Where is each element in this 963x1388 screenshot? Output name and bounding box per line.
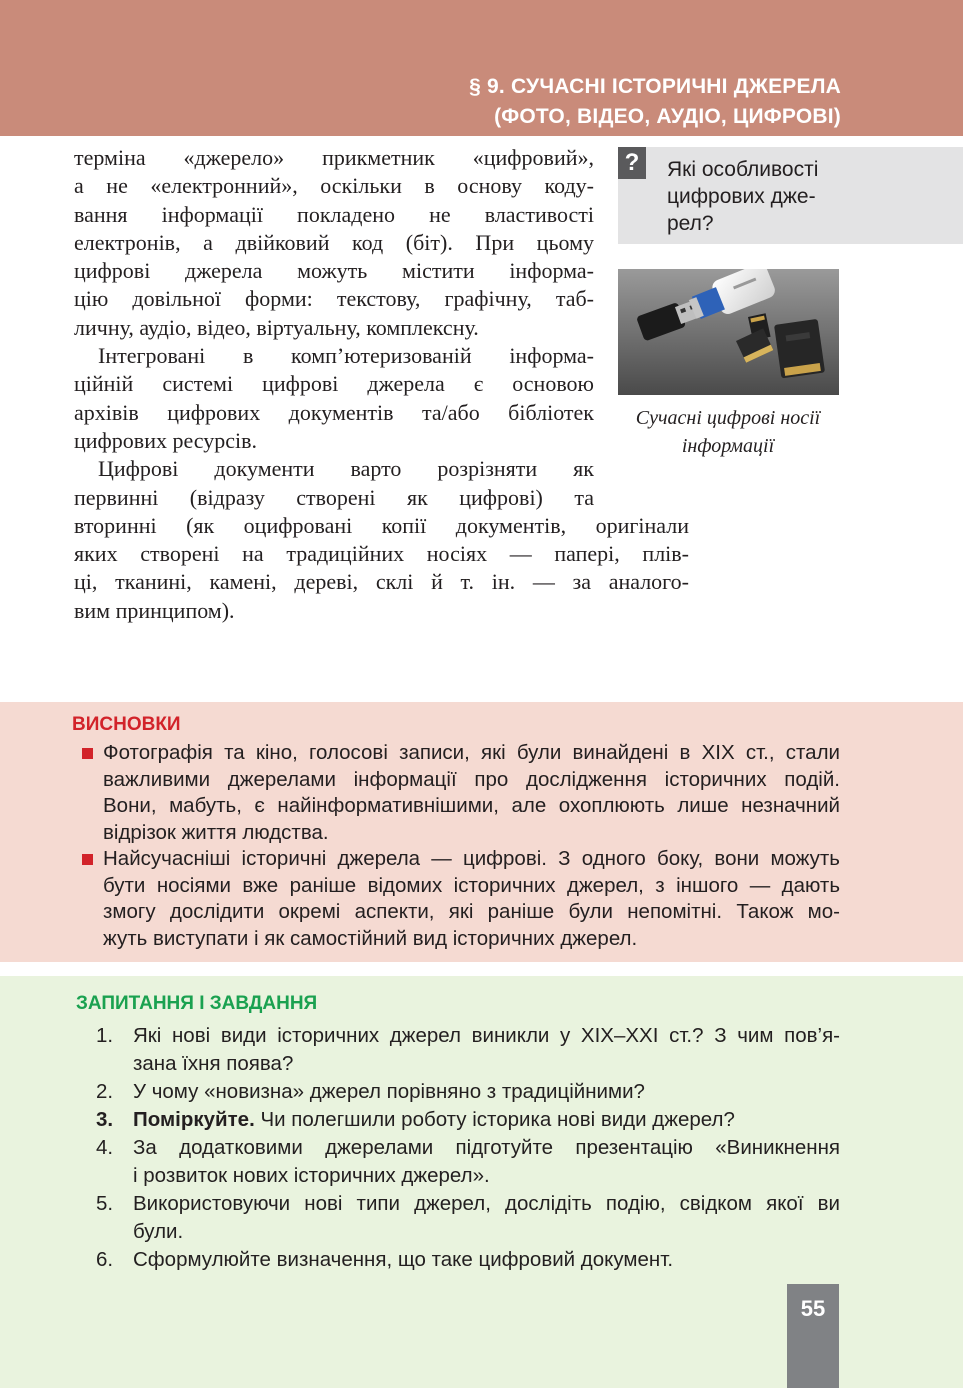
page-number: 55 bbox=[800, 1296, 826, 1321]
task-text bbox=[133, 1134, 840, 1190]
task-line bbox=[133, 1106, 840, 1134]
square-bullet-icon bbox=[82, 854, 93, 865]
task-number: 6. bbox=[96, 1248, 114, 1271]
task-number: 4. bbox=[96, 1136, 114, 1159]
task-line: і розвиток нових історичних джерел». bbox=[133, 1164, 490, 1187]
task-number: 3. bbox=[96, 1108, 114, 1131]
page-number-tab bbox=[787, 1284, 839, 1388]
sidebar-question-line: Які особливості bbox=[667, 158, 819, 181]
conclusion-line: бути носіями вже раніше відомих історичних джерел, з іншого — дають bbox=[103, 873, 840, 897]
digital-storage-photo bbox=[618, 269, 839, 395]
conclusion-line: важливими джерелами інформації про дослідження історичних подій. bbox=[103, 767, 840, 791]
text-line: цифрові джерела можуть містити інформа- bbox=[74, 258, 594, 284]
task-number: 1. bbox=[96, 1024, 114, 1047]
text-line: а не «електронний», оскільки в основу коду- bbox=[74, 173, 594, 199]
questions-title: ЗАПИТАННЯ І ЗАВДАННЯ bbox=[76, 993, 318, 1014]
chapter-title bbox=[469, 72, 841, 132]
sidebar-question bbox=[667, 156, 847, 237]
task-line-rest: Чи полегшили роботу історика нові види джерел? bbox=[254, 1108, 735, 1131]
text-line: вим принципом). bbox=[74, 597, 235, 623]
digital-storage-photo-image bbox=[618, 269, 839, 395]
main-text bbox=[74, 144, 689, 625]
text-line: Цифрові документи варто розрізняти як bbox=[98, 456, 594, 482]
task-line: були. bbox=[133, 1220, 184, 1243]
task-text bbox=[133, 1246, 840, 1274]
task-line: У чому «новизна» джерел порівняно з традиційними? bbox=[133, 1080, 645, 1103]
task-number: 2. bbox=[96, 1080, 114, 1103]
text-line: личну, аудіо, відео, віртуальну, комплексну. bbox=[74, 314, 479, 340]
conclusion-line: жуть виступати і як самостійний вид історичних джерел. bbox=[103, 926, 638, 950]
conclusion-line: змогу дослідити окремі аспекти, які раніше були непомітні. Також мо- bbox=[103, 900, 840, 923]
conclusion-line: Фотографія та кіно, голосові записи, які були винайдені в XIX ст., стали bbox=[103, 741, 840, 764]
text-line: архівів цифрових документів та/або бібліотек bbox=[74, 399, 594, 425]
task-text bbox=[133, 1106, 840, 1134]
text-line: цію довільної форми: текстову, графічну, таб- bbox=[74, 286, 594, 312]
text-line: вторинні (як оцифровані копії документів, оригінали bbox=[74, 512, 689, 538]
photo-caption-line: інформації bbox=[681, 435, 775, 457]
chapter-header bbox=[0, 0, 963, 136]
conclusion-text bbox=[103, 740, 840, 846]
text-line: електронів, а двійковий код (біт). При цьому bbox=[74, 229, 594, 255]
conclusions-title: ВИСНОВКИ bbox=[72, 714, 181, 735]
conclusion-text bbox=[103, 846, 840, 952]
text-line: терміна «джерело» прикметник «цифровий», bbox=[74, 145, 594, 170]
text-line: ційній системі цифрові джерела є основою bbox=[74, 371, 594, 397]
sidebar-question-box bbox=[618, 147, 963, 244]
text-line: ці, тканині, камені, дереві, склі й т. ін. — за аналого- bbox=[74, 569, 689, 595]
task-text bbox=[133, 1022, 840, 1078]
photo-caption bbox=[612, 404, 844, 460]
task-line: Використовуючи нові типи джерел, дослідіть подію, свідком якої ви bbox=[133, 1192, 840, 1215]
text-line: цифрових ресурсів. bbox=[74, 427, 258, 453]
task-line: Які нові види історичних джерел виникли у XIX–XXI ст.? З чим пов’я- bbox=[133, 1024, 840, 1047]
conclusions-section bbox=[0, 702, 963, 962]
question-mark-icon: ? bbox=[618, 147, 646, 179]
sidebar-question-line: рел? bbox=[667, 212, 714, 235]
conclusion-line: Найсучасніші історичні джерела — цифрові. З одного боку, вони можуть bbox=[103, 847, 840, 870]
text-line: Інтегровані в комп’ютеризованій інформа- bbox=[98, 343, 594, 369]
task-text bbox=[133, 1078, 840, 1106]
conclusion-line: відрізок життя людства. bbox=[103, 820, 329, 844]
task-line: зана їхня поява? bbox=[133, 1052, 294, 1075]
task-line: За додатковими джерелами підготуйте презентацію «Виникнення bbox=[133, 1136, 840, 1159]
task-line: Сформулюйте визначення, що таке цифровий документ. bbox=[133, 1248, 674, 1271]
chapter-title-line1: § 9. СУЧАСНІ ІСТОРИЧНІ ДЖЕРЕЛА bbox=[469, 75, 841, 98]
sidebar-question-line: цифрових дже- bbox=[667, 185, 816, 208]
task-bold-prefix: Поміркуйте. bbox=[133, 1108, 255, 1131]
photo-caption-line: Сучасні цифрові носії bbox=[635, 407, 821, 429]
conclusion-line: Вони, мабуть, є найінформативнішими, але охоплюють лише незначний bbox=[103, 794, 840, 817]
task-number: 5. bbox=[96, 1192, 114, 1215]
text-line: яких створені на традиційних носіях — папері, плів- bbox=[74, 541, 689, 567]
text-line: вання інформації покладено не властивості bbox=[74, 201, 594, 227]
task-text bbox=[133, 1190, 840, 1246]
text-line: первинні (відразу створені як цифрові) та bbox=[74, 484, 594, 510]
square-bullet-icon bbox=[82, 748, 93, 759]
chapter-title-line2: (ФОТО, ВІДЕО, АУДІО, ЦИФРОВІ) bbox=[494, 105, 841, 128]
